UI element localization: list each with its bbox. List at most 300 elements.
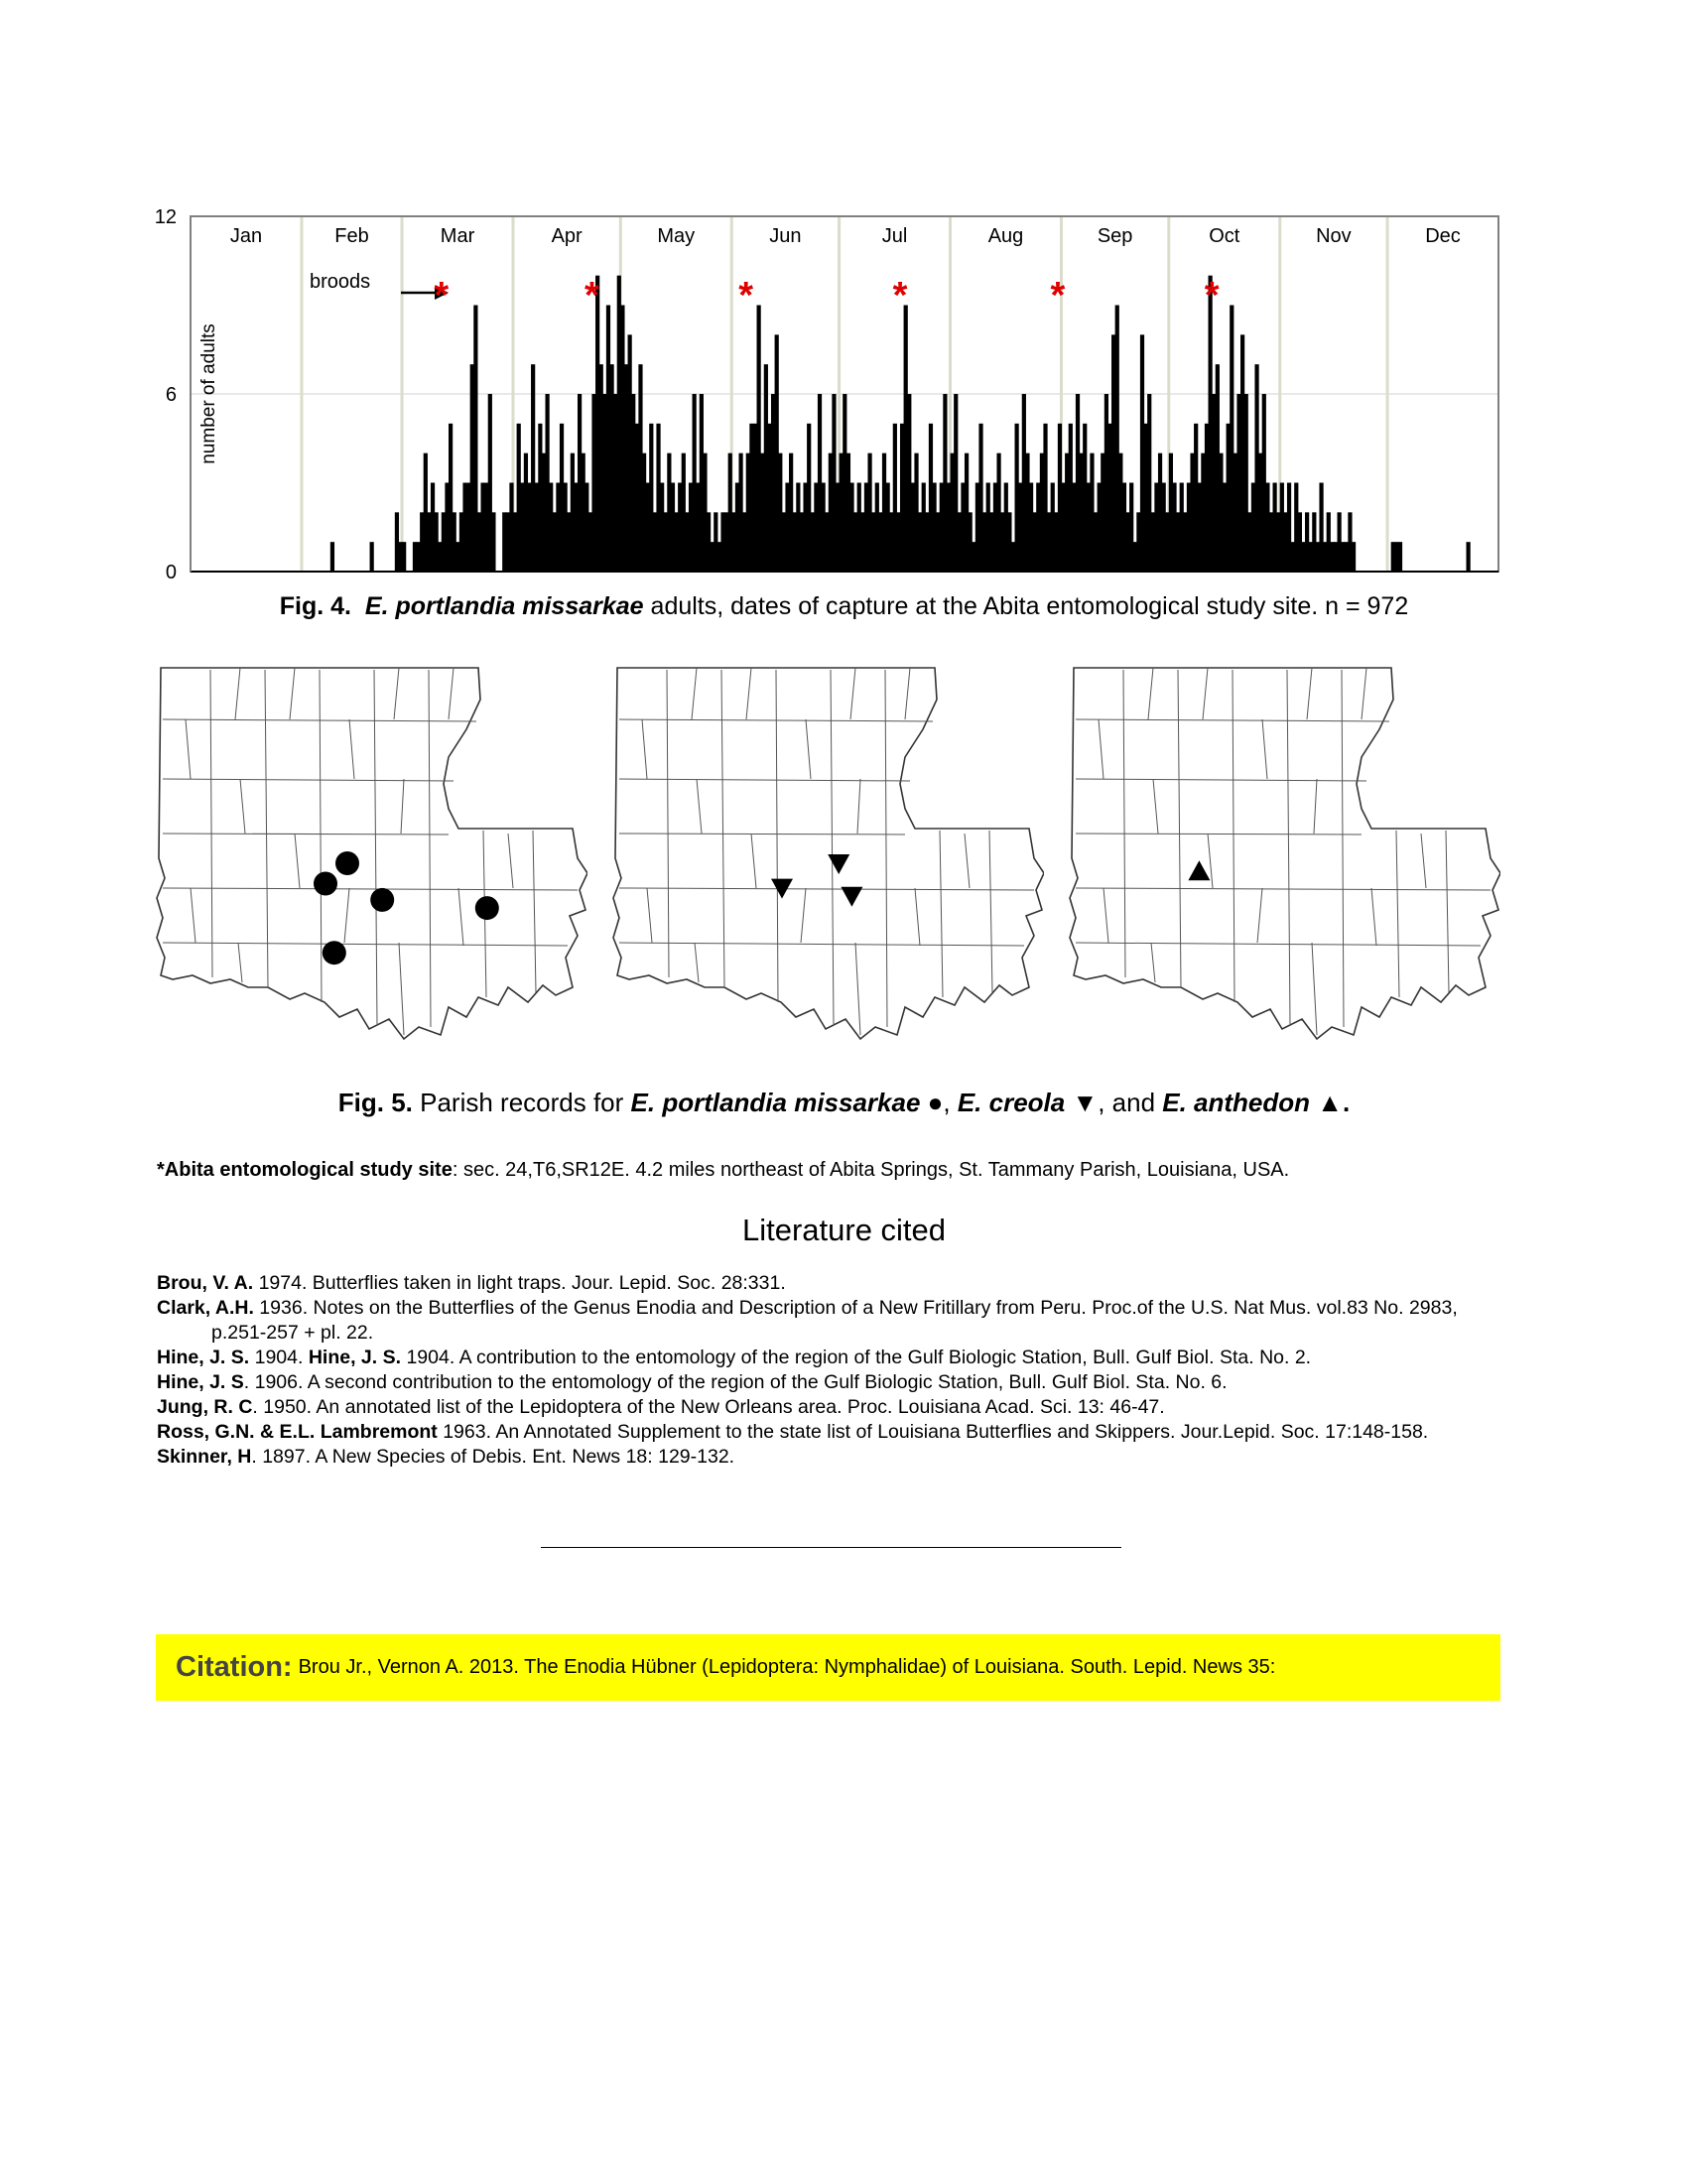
bar	[1101, 453, 1104, 572]
bar	[1205, 424, 1209, 572]
bar	[674, 512, 678, 572]
reference-text: 1974. Butterflies taken in light traps. Jour. Lepid. Soc. 28:331.	[253, 1272, 786, 1294]
louisiana-map-anthedon	[1064, 660, 1500, 1067]
record-marker-circle	[335, 851, 359, 875]
bar	[1129, 483, 1133, 573]
bar	[871, 512, 875, 572]
bar	[947, 483, 951, 573]
bar	[449, 424, 453, 572]
brood-marker: *	[584, 275, 599, 317]
reference-author: Clark, A.H.	[157, 1297, 254, 1319]
reference-item	[157, 1346, 1496, 1370]
bar	[1169, 453, 1173, 572]
bar	[613, 394, 617, 572]
bar	[1025, 453, 1029, 572]
bar	[635, 424, 639, 572]
bar	[746, 453, 750, 572]
y-tick-label: 12	[154, 206, 177, 228]
reference-item	[157, 1395, 1496, 1420]
bar	[520, 483, 524, 573]
bar	[803, 483, 807, 573]
bar	[958, 512, 962, 572]
bar	[602, 394, 606, 572]
bar	[742, 512, 746, 572]
bar	[1223, 483, 1227, 573]
bar	[653, 512, 657, 572]
bar	[370, 542, 374, 572]
month-label: Jun	[769, 225, 802, 247]
bar	[1327, 512, 1331, 572]
bar	[896, 512, 900, 572]
state-outline	[157, 668, 587, 1039]
species-anthedon: E. anthedon	[1162, 1088, 1311, 1117]
bar	[893, 424, 897, 572]
bar	[470, 364, 474, 572]
bar	[445, 483, 449, 573]
bar	[506, 512, 510, 572]
bar	[1051, 483, 1055, 573]
species-portlandia: E. portlandia missarkae	[630, 1088, 921, 1117]
figure-4-species: E. portlandia missarkae	[364, 592, 644, 620]
reference-text: 1904. A contribution to the entomology of the region of the Gulf Biologic Station, Bull. Gulf Biol. Sta. No. 2.	[401, 1347, 1312, 1368]
bar	[395, 512, 399, 572]
bar	[402, 542, 406, 572]
bar	[435, 512, 439, 572]
bar	[1040, 453, 1044, 572]
bar	[1280, 483, 1284, 573]
bar	[846, 453, 850, 572]
bar	[1054, 512, 1058, 572]
bar	[527, 483, 531, 573]
bar	[1316, 542, 1320, 572]
bar	[1230, 306, 1234, 573]
bar	[462, 483, 466, 573]
bar	[840, 453, 844, 572]
brood-marker: *	[1050, 275, 1066, 317]
bar	[778, 453, 782, 572]
bar	[1240, 334, 1244, 572]
bar	[620, 306, 624, 573]
month-label: Sep	[1097, 225, 1133, 247]
month-label: Oct	[1209, 225, 1240, 247]
bar	[1194, 424, 1198, 572]
bar	[849, 483, 853, 573]
bar	[1140, 334, 1144, 572]
bar	[951, 453, 955, 572]
bar	[524, 453, 528, 572]
reference-author: Jung, R. C	[157, 1396, 253, 1418]
bar	[1209, 276, 1213, 572]
bar	[753, 424, 757, 572]
bar	[775, 334, 779, 572]
bar	[1122, 483, 1126, 573]
bar	[1104, 394, 1108, 572]
bar	[1338, 512, 1342, 572]
bar	[789, 453, 793, 572]
bar	[1172, 483, 1176, 573]
bar	[646, 483, 650, 573]
reference-author: Skinner, H	[157, 1446, 252, 1468]
bar	[642, 453, 646, 572]
bar	[940, 483, 944, 573]
bar	[1190, 453, 1194, 572]
bar	[943, 394, 947, 572]
bar	[1107, 424, 1111, 572]
bar	[660, 483, 664, 573]
state-outline	[1070, 668, 1500, 1039]
reference-text: 1904.	[249, 1347, 309, 1368]
study-site-note	[157, 1159, 1289, 1182]
bar	[330, 542, 334, 572]
bar	[800, 512, 804, 572]
bar	[1147, 394, 1151, 572]
bar	[1287, 483, 1291, 573]
bar	[1198, 483, 1202, 573]
bar	[1000, 512, 1004, 572]
bar	[735, 483, 739, 573]
bar	[993, 483, 997, 573]
bar	[829, 453, 833, 572]
triangle-up-symbol: ▲.	[1310, 1088, 1351, 1117]
bar	[1394, 542, 1398, 572]
bar	[502, 512, 506, 572]
reference-item	[157, 1296, 1496, 1346]
bar	[1352, 542, 1356, 572]
y-tick-label: 6	[165, 384, 177, 406]
bar	[757, 306, 761, 573]
bar	[982, 512, 986, 572]
bar	[853, 512, 857, 572]
bar	[1334, 542, 1338, 572]
bar	[656, 424, 660, 572]
brood-marker: *	[434, 275, 450, 317]
bar	[1298, 512, 1302, 572]
bar	[459, 512, 463, 572]
brood-marker: *	[738, 275, 754, 317]
bar	[591, 394, 595, 572]
bar	[1201, 453, 1205, 572]
bar	[1165, 512, 1169, 572]
bar	[932, 483, 936, 573]
bar	[822, 483, 826, 573]
bar	[731, 512, 735, 572]
bar	[664, 512, 668, 572]
bar	[1330, 542, 1334, 572]
bar	[703, 453, 707, 572]
bar	[760, 453, 764, 572]
bar	[1036, 483, 1040, 573]
bar	[782, 512, 786, 572]
bar	[624, 364, 628, 572]
bar	[466, 483, 470, 573]
bar	[886, 483, 890, 573]
bar	[617, 276, 621, 572]
bar	[978, 424, 982, 572]
reference-text: . 1897. A New Species of Debis. Ent. News 18: 129-132.	[251, 1446, 735, 1468]
bar	[682, 453, 686, 572]
bar	[1291, 542, 1295, 572]
bar	[567, 512, 571, 572]
bar	[1158, 453, 1162, 572]
figure-5-text: Parish records for	[412, 1088, 631, 1117]
bar	[509, 483, 513, 573]
bar	[900, 424, 904, 572]
bar	[574, 483, 578, 573]
reference-author: Brou, V. A.	[157, 1272, 254, 1294]
state-outline	[613, 668, 1044, 1039]
bar	[1115, 306, 1119, 573]
bar	[961, 483, 965, 573]
bar	[717, 542, 721, 572]
bar	[420, 512, 424, 572]
month-label: Mar	[440, 225, 475, 247]
bar	[477, 512, 481, 572]
bar	[1236, 394, 1240, 572]
species-creola: E. creola	[957, 1088, 1066, 1117]
bar	[1018, 483, 1022, 573]
reference-author: Hine, J. S.	[308, 1347, 402, 1368]
month-label: Jan	[229, 225, 263, 247]
bar	[582, 453, 585, 572]
bar	[538, 424, 542, 572]
bar	[455, 542, 459, 572]
bar	[1348, 512, 1352, 572]
bar	[1265, 483, 1269, 573]
circle-symbol: ●	[920, 1088, 944, 1117]
month-label: Aug	[987, 225, 1024, 247]
bar	[711, 542, 714, 572]
bar	[1136, 512, 1140, 572]
bar	[685, 512, 689, 572]
bar	[1244, 394, 1248, 572]
month-label: Feb	[334, 225, 369, 247]
bar	[1467, 542, 1471, 572]
citation-box	[156, 1634, 1500, 1701]
bar	[1033, 512, 1037, 572]
bar	[767, 424, 771, 572]
bar	[1015, 424, 1019, 572]
bar	[807, 424, 811, 572]
bar	[484, 483, 488, 573]
bar	[724, 512, 728, 572]
bar	[989, 512, 993, 572]
reference-text: . 1906. A second contribution to the entomology of the region of the Gulf Biologic Station, Bull. Gulf Biol. Sta. No. 6.	[243, 1371, 1228, 1393]
bar	[1312, 512, 1316, 572]
bar	[427, 512, 431, 572]
month-label: Jul	[881, 225, 908, 247]
bar	[416, 542, 420, 572]
bar	[517, 424, 521, 572]
reference-item	[157, 1445, 1496, 1470]
bar	[738, 453, 742, 572]
record-marker-circle	[323, 941, 346, 964]
bar	[1061, 483, 1065, 573]
bar	[1011, 542, 1015, 572]
bar	[1076, 394, 1080, 572]
record-marker-circle	[314, 872, 337, 896]
bar	[1247, 512, 1251, 572]
figure-5-caption	[0, 1088, 1688, 1118]
reference-author: Ross, G.N. & E.L. Lambremont	[157, 1421, 438, 1443]
bar	[986, 483, 990, 573]
citation-label: Citation:	[176, 1651, 293, 1683]
bar	[929, 424, 933, 572]
bar	[714, 512, 717, 572]
bar	[814, 483, 818, 573]
louisiana-map-portlandia	[151, 660, 587, 1067]
bar	[889, 512, 893, 572]
bar	[1098, 483, 1102, 573]
bar	[922, 483, 926, 573]
bar	[431, 483, 435, 573]
bar	[1251, 483, 1255, 573]
reference-text: . 1950. An annotated list of the Lepidoptera of the New Orleans area. Proc. Louisiana Acad. Sci. 13: 46-47.	[252, 1396, 1165, 1418]
bar	[693, 394, 697, 572]
bar	[480, 483, 484, 573]
reference-text: 1963. An Annotated Supplement to the state list of Louisiana Butterflies and Skippers. Jour.Lepid. Soc. 17:148-158.	[437, 1421, 1429, 1443]
bar	[825, 512, 829, 572]
bar	[796, 483, 800, 573]
bar	[424, 453, 428, 572]
bar	[473, 306, 477, 573]
bar	[882, 453, 886, 572]
bar	[556, 483, 560, 573]
reference-item	[157, 1271, 1496, 1296]
bar	[864, 483, 868, 573]
bar	[631, 394, 635, 572]
bar	[531, 364, 535, 572]
bar	[867, 453, 871, 572]
bar	[545, 394, 549, 572]
bar	[1276, 512, 1280, 572]
record-marker-circle	[475, 896, 499, 920]
bar	[1087, 483, 1091, 573]
bar	[1029, 483, 1033, 573]
bar	[1398, 542, 1402, 572]
bar	[1323, 542, 1327, 572]
bar	[904, 306, 908, 573]
bar	[667, 453, 671, 572]
bar	[1269, 512, 1273, 572]
broods-label: broods	[310, 271, 371, 293]
y-tick-label: 0	[165, 562, 177, 583]
bar	[671, 483, 675, 573]
bar	[925, 512, 929, 572]
bar	[1216, 364, 1220, 572]
bar	[918, 512, 922, 572]
bar	[696, 483, 700, 573]
bar	[1111, 334, 1115, 572]
brood-marker: *	[1204, 275, 1220, 317]
bar	[771, 394, 775, 572]
bar	[1283, 512, 1287, 572]
louisiana-map-creola	[607, 660, 1044, 1067]
bar	[453, 512, 456, 572]
bar	[811, 512, 815, 572]
bar	[860, 512, 864, 572]
bar	[1094, 512, 1098, 572]
bar	[1219, 453, 1223, 572]
bar	[560, 424, 564, 572]
study-site-label: *Abita entomological study site	[157, 1159, 453, 1181]
literature-heading: Literature cited	[741, 1213, 947, 1247]
bar	[1065, 453, 1069, 572]
bar	[1047, 512, 1051, 572]
bar	[954, 394, 958, 572]
bar	[1125, 512, 1129, 572]
bar	[1273, 483, 1277, 573]
bar	[836, 483, 840, 573]
triangle-down-symbol: ▼	[1065, 1088, 1099, 1117]
bar	[1345, 542, 1349, 572]
bar	[1227, 424, 1231, 572]
bar	[438, 542, 442, 572]
bar	[1212, 394, 1216, 572]
bar	[1183, 512, 1187, 572]
citation-text: Brou Jr., Vernon A. 2013. The Enodia Hübner (Lepidoptera: Nymphalidae) of Louisiana. South. Lepid. News 35:	[298, 1656, 1276, 1678]
month-label: Nov	[1316, 225, 1352, 247]
bar	[720, 512, 724, 572]
bar	[728, 453, 732, 572]
bar	[413, 542, 417, 572]
reference-item	[157, 1370, 1496, 1395]
bar	[542, 453, 546, 572]
bar	[1187, 483, 1191, 573]
bar	[1144, 424, 1148, 572]
figure-4-caption-text: adults, dates of capture at the Abita entomological study site. n = 972	[643, 592, 1409, 620]
bar	[785, 483, 789, 573]
reference-text: 1936. Notes on the Butterflies of the Genus Enodia and Description of a New Fritillary from Peru. Proc.of the U.S. Nat Mus. vol.83 No. 2983, p.251-257 + pl. 22.	[211, 1297, 1458, 1344]
figure-4-caption	[0, 592, 1688, 621]
bar	[749, 424, 753, 572]
capture-dates-chart	[129, 198, 1518, 595]
bar	[793, 512, 797, 572]
bar	[1258, 453, 1262, 572]
bar	[1004, 483, 1008, 573]
bar	[1080, 453, 1084, 572]
figure-5-label: Fig. 5.	[337, 1088, 413, 1117]
bar	[832, 394, 836, 572]
separator: , and	[1098, 1088, 1163, 1117]
bar	[907, 394, 911, 572]
bar	[571, 453, 575, 572]
bar	[1301, 542, 1305, 572]
bar	[488, 394, 492, 572]
bar	[606, 306, 610, 573]
bar	[1151, 512, 1155, 572]
bar	[599, 364, 603, 572]
bar	[1309, 542, 1313, 572]
bar	[875, 483, 879, 573]
bar	[764, 364, 768, 572]
bar	[911, 483, 915, 573]
reference-item	[157, 1420, 1496, 1445]
bar	[578, 394, 582, 572]
bar	[678, 483, 682, 573]
bar	[707, 512, 711, 572]
bar	[1254, 364, 1258, 572]
bar	[914, 453, 918, 572]
bar	[1118, 453, 1122, 572]
bar	[595, 276, 599, 572]
record-marker-circle	[370, 888, 394, 912]
chart-bars	[330, 276, 1471, 572]
bar	[972, 542, 975, 572]
bar	[689, 483, 693, 573]
study-site-text: : sec. 24,T6,SR12E. 4.2 miles northeast of Abita Springs, St. Tammany Parish, Louisiana, USA.	[452, 1159, 1290, 1181]
bar	[1294, 483, 1298, 573]
y-axis-label: number of adults	[198, 323, 219, 464]
